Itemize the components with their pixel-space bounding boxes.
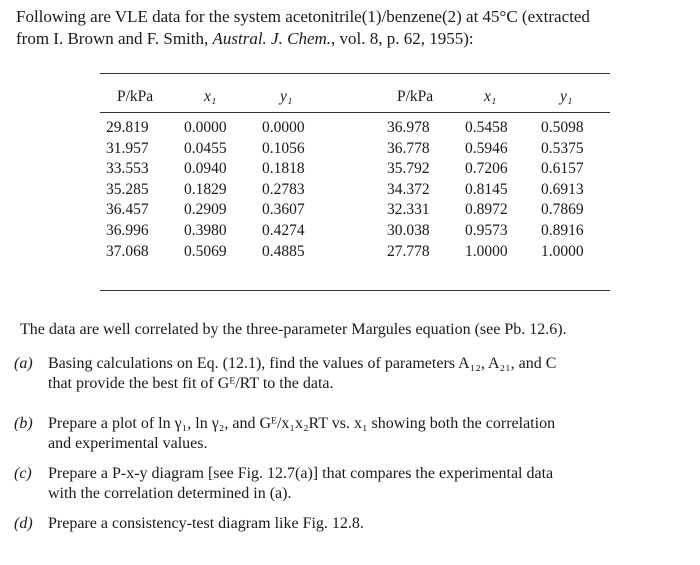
question-item-d bbox=[14, 514, 694, 534]
column-y1-left bbox=[262, 118, 305, 262]
column-pressure-left bbox=[106, 118, 149, 262]
item-label: (d) bbox=[14, 515, 33, 532]
header-pressure-left: P/kPa bbox=[117, 88, 154, 105]
item-text-line-1: Prepare a P-x-y diagram [see Fig. 12.7(a)] that compares the experimental data bbox=[48, 465, 554, 482]
table-cell: 0.2783 bbox=[262, 180, 305, 198]
table-cell: 0.6913 bbox=[541, 180, 584, 198]
table-cell: 0.5069 bbox=[184, 242, 227, 260]
table-cell: 0.1818 bbox=[262, 160, 305, 178]
intro-line-2 bbox=[16, 28, 694, 50]
table-cell: 35.285 bbox=[106, 180, 149, 198]
table-cell: 0.3607 bbox=[262, 201, 305, 219]
table-cell: 0.7206 bbox=[465, 160, 508, 178]
table-cell: 0.8916 bbox=[541, 221, 584, 239]
table-cell: 0.8145 bbox=[465, 180, 508, 198]
item-text-line-1: Basing calculations on Eq. (12.1), find the values of parameters A₁₂, A₂₁, and C bbox=[48, 355, 557, 372]
table-cell: 0.4274 bbox=[262, 221, 305, 239]
table-cell: 0.0455 bbox=[184, 139, 227, 157]
column-pressure-right bbox=[387, 118, 430, 262]
intro-line-2-suffix: , vol. 8, p. 62, 1955): bbox=[331, 29, 474, 48]
table-cell: 0.0000 bbox=[262, 119, 305, 136]
table-cell: 36.996 bbox=[106, 221, 149, 239]
question-item-b bbox=[14, 414, 694, 453]
table-cell: 0.5458 bbox=[465, 119, 508, 136]
table-top-rule bbox=[100, 73, 610, 74]
column-x1-right bbox=[465, 118, 508, 262]
header-x1-left-text: x₁ bbox=[204, 88, 217, 105]
table-bottom-rule bbox=[100, 290, 610, 291]
table-cell: 32.331 bbox=[387, 201, 430, 219]
table-cell: 29.819 bbox=[106, 119, 149, 136]
table-cell: 37.068 bbox=[106, 242, 149, 260]
header-x1-right-text: x₁ bbox=[484, 88, 497, 105]
table-cell: 0.6157 bbox=[541, 160, 584, 178]
table-cell: 1.0000 bbox=[465, 242, 508, 260]
item-text-line-1: Prepare a plot of ln γ₁, ln γ₂, and Gᴱ/x₁x₂RT vs. x₁ showing both the correlation bbox=[48, 415, 556, 432]
table-cell: 1.0000 bbox=[541, 242, 584, 260]
item-text-line-2: and experimental values. bbox=[48, 434, 208, 452]
item-label: (a) bbox=[14, 355, 33, 372]
table-cell: 0.4885 bbox=[262, 242, 305, 260]
table-cell: 0.0940 bbox=[184, 160, 227, 178]
correlation-paragraph: The data are well correlated by the three-parameter Margules equation (see Pb. 12.6). bbox=[20, 321, 567, 338]
table-cell: 0.2909 bbox=[184, 201, 227, 219]
header-y1-right-text: y₁ bbox=[560, 88, 573, 105]
table-cell: 30.038 bbox=[387, 221, 430, 239]
table-cell: 0.5098 bbox=[541, 119, 584, 136]
column-x1-left bbox=[184, 118, 227, 262]
table-cell: 33.553 bbox=[106, 160, 149, 178]
table-cell: 0.7869 bbox=[541, 201, 584, 219]
column-y1-right bbox=[541, 118, 584, 262]
intro-line-1: Following are VLE data for the system acetonitrile(1)/benzene(2) at 45°C (extracted bbox=[16, 7, 590, 26]
question-item-c bbox=[14, 464, 694, 503]
item-text-line-2: that provide the best fit of Gᴱ/RT to the data. bbox=[48, 374, 334, 392]
problem-intro bbox=[16, 6, 694, 50]
intro-line-2-prefix: from I. Brown and F. Smith, bbox=[16, 29, 213, 48]
header-y1-left bbox=[280, 88, 292, 106]
item-text-line-2: with the correlation determined in (a). bbox=[48, 484, 292, 502]
table-cell: 0.5946 bbox=[465, 139, 508, 157]
table-cell: 34.372 bbox=[387, 180, 430, 198]
table-cell: 31.957 bbox=[106, 139, 149, 157]
table-cell: 35.792 bbox=[387, 160, 430, 178]
item-label: (c) bbox=[14, 465, 32, 482]
table-cell: 0.0000 bbox=[184, 119, 227, 136]
table-cell: 0.1056 bbox=[262, 139, 305, 157]
table-cell: 0.1829 bbox=[184, 180, 227, 198]
table-cell: 0.5375 bbox=[541, 139, 584, 157]
header-y1-right bbox=[560, 88, 572, 106]
header-x1-right bbox=[484, 88, 496, 106]
header-pressure-right: P/kPa bbox=[397, 88, 434, 105]
item-text-line-1: Prepare a consistency-test diagram like Fig. 12.8. bbox=[48, 515, 364, 532]
table-cell: 36.457 bbox=[106, 201, 149, 219]
table-header-rule bbox=[100, 112, 610, 113]
table-cell: 27.778 bbox=[387, 242, 430, 260]
table-cell: 36.978 bbox=[387, 119, 430, 136]
item-label: (b) bbox=[14, 415, 33, 432]
header-x1-left bbox=[204, 88, 216, 106]
table-cell: 36.778 bbox=[387, 139, 430, 157]
header-y1-left-text: y₁ bbox=[280, 88, 293, 105]
journal-name: Austral. J. Chem. bbox=[212, 29, 332, 48]
table-cell: 0.3980 bbox=[184, 221, 227, 239]
question-item-a bbox=[14, 354, 694, 393]
table-cell: 0.8972 bbox=[465, 201, 508, 219]
table-cell: 0.9573 bbox=[465, 221, 508, 239]
